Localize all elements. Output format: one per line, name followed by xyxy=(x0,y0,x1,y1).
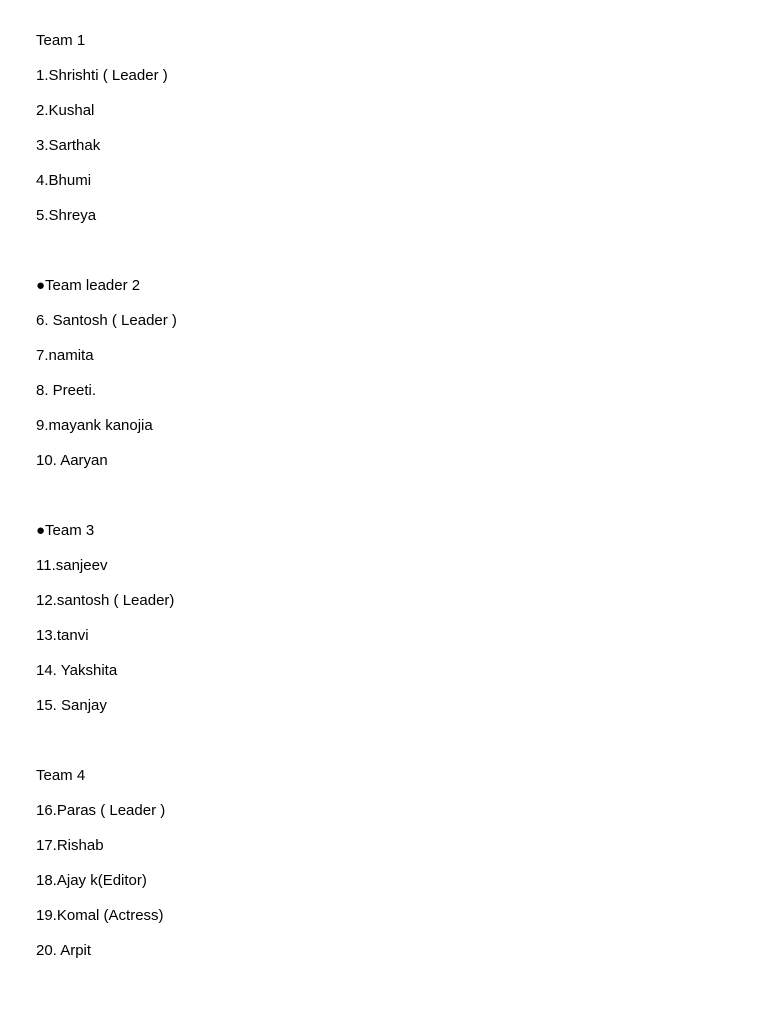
team-member: 5.Shreya xyxy=(36,207,97,224)
team-member: 20. Arpit xyxy=(36,942,92,959)
team-member: 10. Aaryan xyxy=(36,452,108,469)
team-heading: ●Team leader 2 xyxy=(36,277,141,294)
team-heading: ●Team 3 xyxy=(36,522,95,539)
team-member: 2.Kushal xyxy=(36,102,95,119)
team-section-3 xyxy=(36,522,736,732)
team-member: 1.Shrishti ( Leader ) xyxy=(36,67,168,84)
team-heading: Team 4 xyxy=(36,767,86,784)
team-member: 17.Rishab xyxy=(36,837,104,854)
team-member: 11.sanjeev xyxy=(36,557,108,574)
team-section-4 xyxy=(36,767,736,977)
team-member: 18.Ajay k(Editor) xyxy=(36,872,147,889)
document-body xyxy=(36,32,736,977)
team-member: 6. Santosh ( Leader ) xyxy=(36,312,177,329)
blank-line xyxy=(36,242,736,277)
team-member: 7.namita xyxy=(36,347,94,364)
team-section-1 xyxy=(36,32,736,242)
team-member: 13.tanvi xyxy=(36,627,89,644)
team-member: 16.Paras ( Leader ) xyxy=(36,802,166,819)
blank-line xyxy=(36,487,736,522)
team-member: 4.Bhumi xyxy=(36,172,92,189)
team-member: 8. Preeti. xyxy=(36,382,97,399)
team-member: 12.santosh ( Leader) xyxy=(36,592,175,609)
team-member: 19.Komal (Actress) xyxy=(36,907,164,924)
team-member: 9.mayank kanojia xyxy=(36,417,153,434)
team-member: 15. Sanjay xyxy=(36,697,107,714)
blank-line xyxy=(36,732,736,767)
team-section-2 xyxy=(36,277,736,487)
team-member: 14. Yakshita xyxy=(36,662,118,679)
team-heading: Team 1 xyxy=(36,32,86,49)
team-member: 3.Sarthak xyxy=(36,137,101,154)
